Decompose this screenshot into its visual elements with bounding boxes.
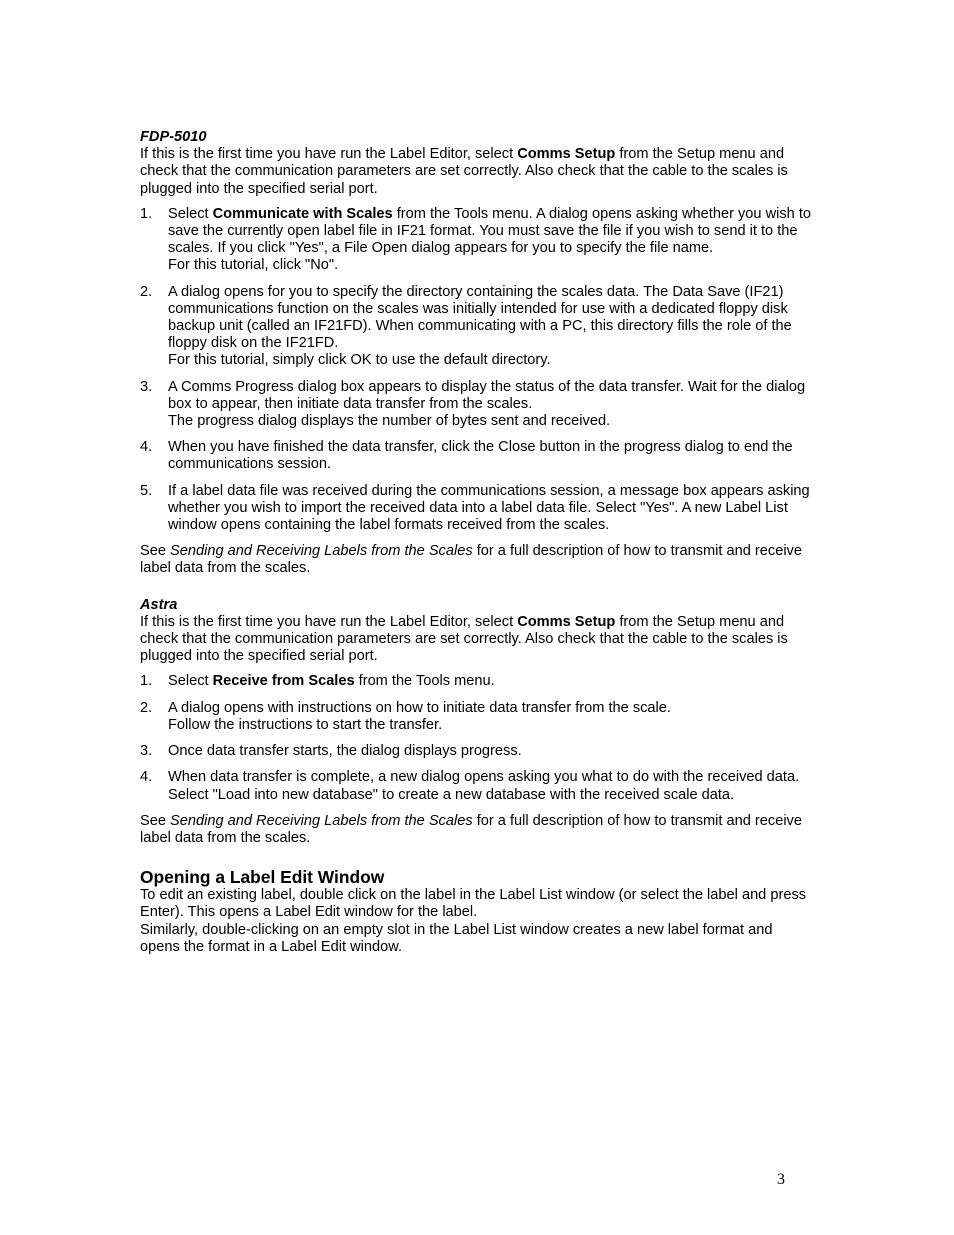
- see-also-paragraph: [140, 813, 814, 847]
- step-number: 1.: [140, 205, 153, 222]
- section-opening-label-edit-window: [140, 867, 814, 956]
- intro-paragraph: [140, 146, 814, 198]
- body-paragraph: To edit an existing label, double click on the label in the Label List window (or select the label and press Enter). This opens a Label Edit window for the label.: [140, 887, 807, 921]
- italic-reference: Sending and Receiving Labels from the Scales: [170, 543, 473, 560]
- section-heading: FDP-5010: [140, 129, 207, 145]
- text-run: See: [140, 543, 171, 560]
- italic-reference: Sending and Receiving Labels from the Scales: [170, 812, 473, 829]
- list-item: [140, 769, 814, 803]
- step-number: 2.: [140, 699, 153, 716]
- see-also-paragraph: [140, 543, 814, 577]
- text-run: Select: [168, 205, 213, 222]
- step-number: 5.: [140, 482, 153, 499]
- text-run: from the Setup menu and check that the communication parameters are set correctly. Also check that the cable to the scales is plugged into the specified serial port.: [140, 613, 788, 665]
- text-run: If a label data file was received during the communications session, a message box appears asking whether you wish to import the received data into a label data file. Select "Yes". A new Label List window opens containing the label formats received from the scales.: [168, 482, 810, 534]
- text-run: When you have finished the data transfer, click the Close button in the progress dialog to end the communications session.: [168, 439, 793, 473]
- body-paragraph: Similarly, double-clicking on an empty slot in the Label List window creates a new label format and opens the format in a Label Edit window.: [140, 921, 773, 955]
- text-run: See: [140, 812, 171, 829]
- text-run: If this is the first time you have run the Label Editor, select: [140, 613, 518, 630]
- step-text: [168, 206, 811, 274]
- step-number: 4.: [140, 439, 153, 456]
- list-item: [140, 743, 814, 760]
- text-run: Select: [168, 673, 213, 690]
- step-text: [168, 439, 793, 472]
- list-item: [140, 483, 814, 535]
- step-text: [168, 700, 671, 733]
- text-run: For this tutorial, simply click OK to use the default directory.: [168, 352, 551, 369]
- step-text: [168, 483, 810, 533]
- text-run: for a full description of how to transmit and receive label data from the scales.: [140, 543, 802, 577]
- step-number: 4.: [140, 769, 153, 786]
- list-item: [140, 700, 814, 734]
- text-run: A dialog opens with instructions on how to initiate data transfer from the scale.: [168, 699, 671, 716]
- step-number: 3.: [140, 743, 153, 760]
- step-text: [168, 379, 805, 429]
- intro-paragraph: [140, 614, 814, 666]
- text-run: from the Tools menu. A dialog opens asking whether you wish to save the currently open label file in IF21 format. You must save the file if you wish to send it to the scales. If you click "Yes", a File Open dialog appears for you to specify the file name.: [168, 205, 812, 257]
- step-number: 1.: [140, 673, 153, 690]
- list-item: [140, 439, 814, 473]
- text-run: Once data transfer starts, the dialog displays progress.: [168, 743, 522, 760]
- bold-term: Receive from Scales: [212, 673, 355, 690]
- text-run: A dialog opens for you to specify the directory containing the scales data. The Data Save (IF21) communications function on the scales was initially intended for use with a dedicated floppy disk backup unit (called an IF21FD). When communicating with a PC, this directory fills the role of the floppy disk on the IF21FD.: [168, 283, 792, 352]
- page-number: 3: [777, 1171, 785, 1188]
- section-heading: Opening a Label Edit Window: [140, 867, 385, 888]
- text-run: If this is the first time you have run the Label Editor, select: [140, 146, 518, 163]
- step-text: [168, 673, 495, 689]
- list-item: [140, 206, 814, 275]
- step-text: [168, 284, 792, 369]
- bold-term: Communicate with Scales: [212, 205, 393, 222]
- section-astra: [140, 597, 814, 847]
- section-heading: Astra: [140, 596, 178, 613]
- steps-list: [140, 206, 814, 534]
- list-item: [140, 379, 814, 431]
- step-number: 3.: [140, 378, 153, 395]
- text-run: Follow the instructions to start the transfer.: [168, 716, 443, 733]
- bold-term: Comms Setup: [517, 146, 616, 163]
- text-run: from the Setup menu and check that the communication parameters are set correctly. Also check that the cable to the scales is plugged into the specified serial port.: [140, 146, 788, 197]
- text-run: For this tutorial, click "No".: [168, 257, 339, 274]
- text-run: for a full description of how to transmit and receive label data from the scales.: [140, 812, 802, 846]
- text-run: A Comms Progress dialog box appears to display the status of the data transfer. Wait for the dialog box to appear, then initiate data transfer from the scales.: [168, 378, 806, 412]
- text-run: from the Tools menu.: [354, 673, 495, 690]
- step-text: [168, 743, 522, 759]
- step-number: 2.: [140, 283, 153, 300]
- page-content: [140, 129, 814, 956]
- section-fdp-5010: [140, 129, 814, 578]
- text-run: The progress dialog displays the number of bytes sent and received.: [168, 413, 611, 430]
- list-item: [140, 673, 814, 690]
- text-run: When data transfer is complete, a new dialog opens asking you what to do with the received data. Select "Load into new database" to create a new database with the received scale data.: [168, 769, 800, 803]
- bold-term: Comms Setup: [517, 613, 616, 630]
- list-item: [140, 284, 814, 370]
- step-text: [168, 769, 799, 802]
- steps-list: [140, 673, 814, 803]
